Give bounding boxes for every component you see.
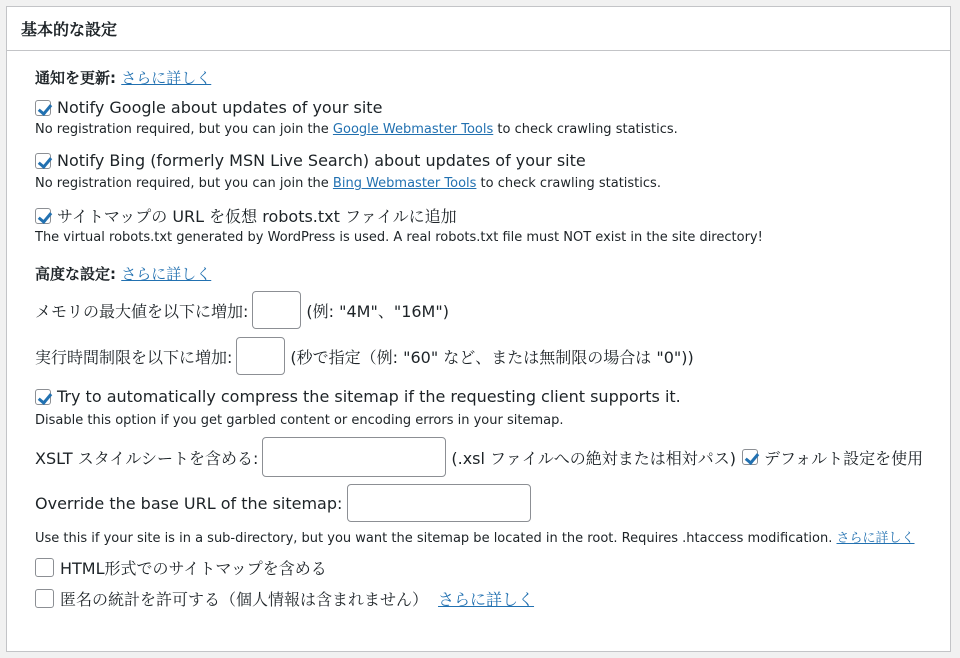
panel-header — [7, 7, 950, 51]
notify-google-desc-text: No registration required, but you can join the — [35, 122, 333, 137]
time-limit-label: 実行時間制限を以下に増加: — [35, 347, 233, 367]
base-url-input[interactable] — [347, 484, 531, 522]
update-notification-label: 通知を更新: — [35, 69, 116, 87]
notify-google-desc-suffix: to check crawling statistics. — [493, 122, 678, 137]
advanced-settings-learn-more-link[interactable]: さらに詳しく — [121, 265, 212, 283]
html-sitemap-label: HTML形式でのサイトマップを含める — [60, 559, 327, 578]
time-limit-hint: (秒で指定（例: "60" など、または無制限の場合は "0")) — [290, 347, 694, 367]
html-sitemap-checkbox[interactable] — [35, 558, 54, 577]
notify-google-checkbox[interactable] — [35, 100, 51, 116]
xslt-default-checkbox[interactable] — [742, 449, 758, 465]
anon-stats-label: 匿名の統計を許可する（個人情報は含まれません） — [60, 590, 429, 609]
memory-hint: (例: "4M"、"16M") — [306, 301, 449, 321]
time-limit-row — [35, 337, 694, 375]
notify-bing-checkbox[interactable] — [35, 153, 51, 169]
bing-webmaster-tools-link[interactable]: Bing Webmaster Tools — [332, 176, 477, 191]
advanced-settings-label: 高度な設定: — [35, 265, 116, 283]
robots-description: The virtual robots.txt generated by WordPress is used. A real robots.txt file must NOT exist in the site directory! — [35, 230, 763, 245]
notify-bing-label: Notify Bing (formerly MSN Live Search) about updates of your site — [57, 151, 586, 170]
anon-stats-option[interactable] — [35, 587, 534, 610]
google-webmaster-tools-link[interactable]: Google Webmaster Tools — [332, 122, 494, 137]
base-url-learn-more-link[interactable]: さらに詳しく — [836, 531, 915, 546]
base-url-label: Override the base URL of the sitemap: — [35, 493, 343, 513]
notify-bing-option[interactable] — [35, 151, 586, 170]
memory-label: メモリの最大値を以下に増加: — [35, 301, 249, 321]
notify-google-label: Notify Google about updates of your site — [57, 98, 383, 117]
robots-checkbox[interactable] — [35, 208, 51, 224]
time-limit-input[interactable] — [236, 337, 285, 375]
notify-google-option[interactable] — [35, 98, 382, 117]
robots-label: サイトマップの URL を仮想 robots.txt ファイルに追加 — [57, 207, 457, 226]
notify-google-description — [35, 122, 678, 137]
notify-bing-desc-text: No registration required, but you can join the — [35, 176, 333, 191]
xslt-default-label: デフォルト設定を使用 — [763, 448, 924, 468]
xslt-label: XSLT スタイルシートを含める: — [35, 448, 259, 468]
update-notification-heading — [35, 67, 211, 88]
panel-title: 基本的な設定 — [21, 20, 118, 39]
base-url-desc-text: Use this if your site is in a sub-directory, but you want the sitemap be located in the root. Requires .htaccess modification. — [35, 531, 837, 546]
advanced-settings-heading — [35, 263, 211, 284]
compress-checkbox[interactable] — [35, 389, 51, 405]
base-url-description — [35, 527, 915, 546]
update-notification-learn-more-link[interactable]: さらに詳しく — [121, 69, 212, 87]
notify-bing-desc-suffix: to check crawling statistics. — [476, 176, 661, 191]
notify-bing-description — [35, 176, 661, 191]
xslt-row — [35, 437, 923, 477]
memory-row — [35, 291, 449, 329]
compress-label: Try to automatically compress the sitemap if the requesting client supports it. — [57, 387, 681, 406]
memory-input[interactable] — [252, 291, 301, 329]
robots-option[interactable] — [35, 204, 457, 227]
xslt-input[interactable] — [262, 437, 446, 477]
xslt-hint: (.xsl ファイルへの絶対または相対パス) — [451, 448, 736, 468]
html-sitemap-option[interactable] — [35, 556, 327, 579]
anon-stats-checkbox[interactable] — [35, 589, 54, 608]
compress-description: Disable this option if you get garbled content or encoding errors in your sitemap. — [35, 413, 564, 428]
compress-option[interactable] — [35, 387, 681, 406]
anon-stats-learn-more-link[interactable]: さらに詳しく — [438, 590, 535, 609]
base-url-row — [35, 484, 531, 522]
